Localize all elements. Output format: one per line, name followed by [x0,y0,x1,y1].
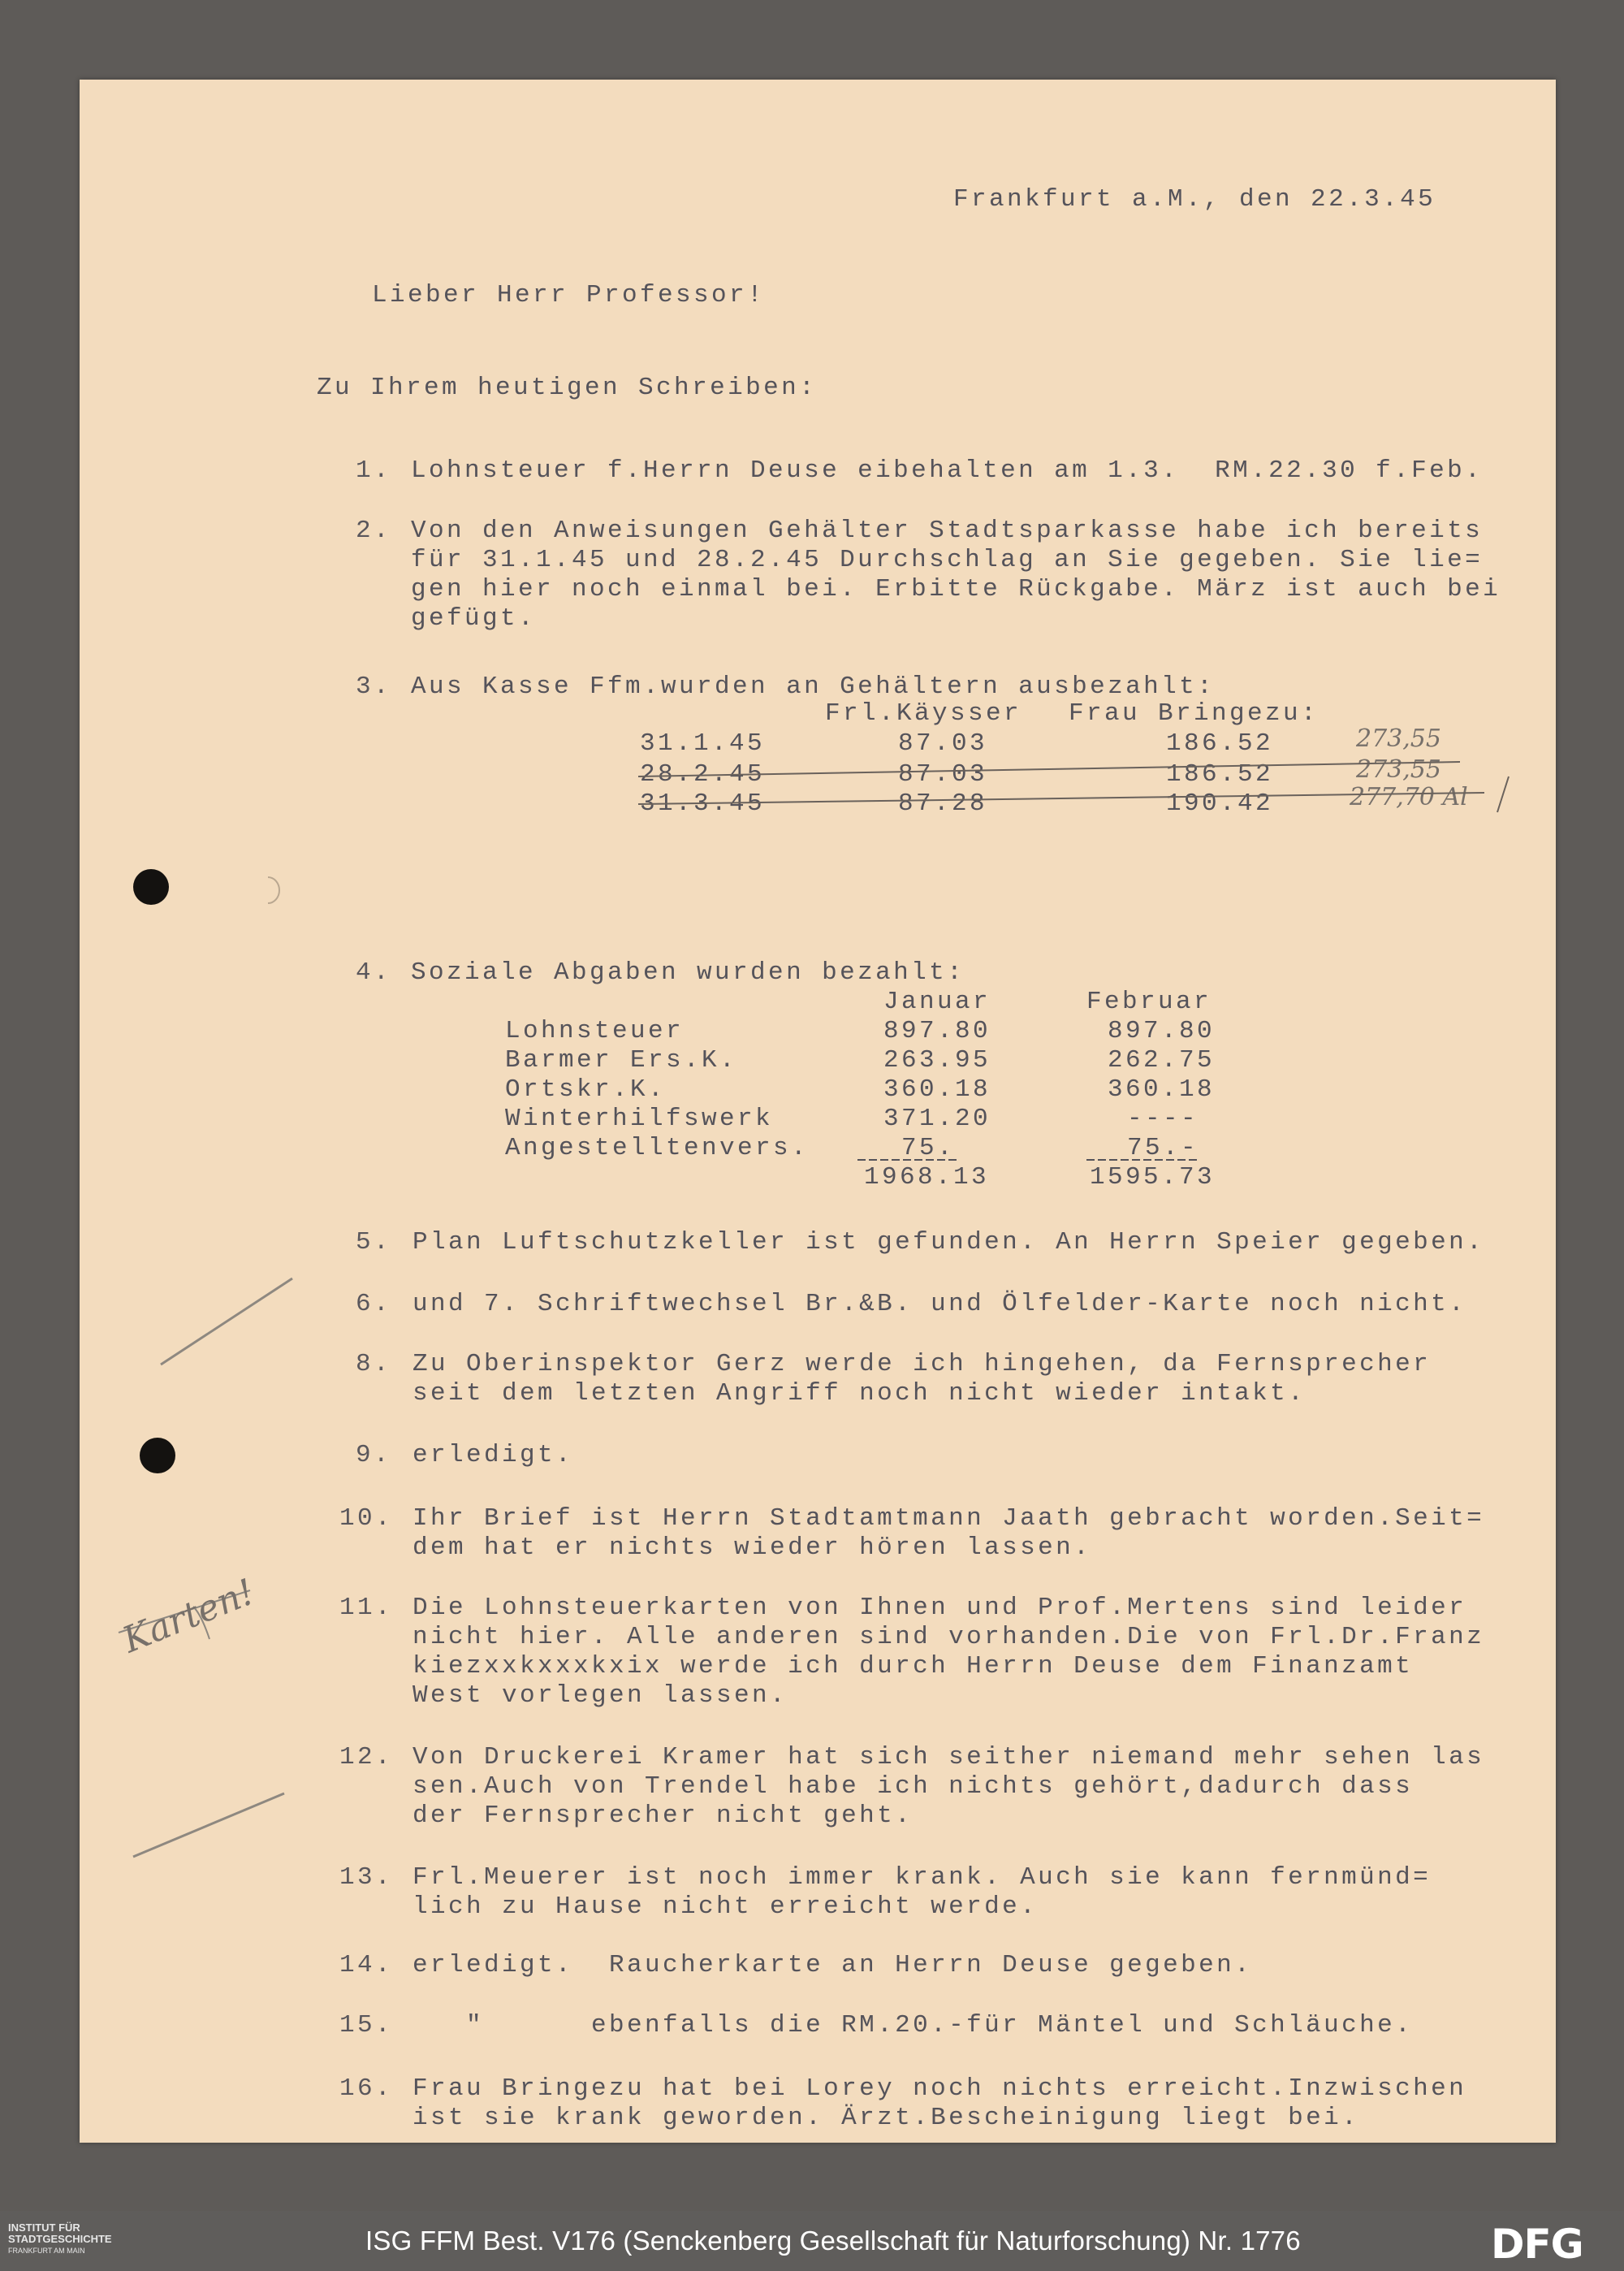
salary-bringezu: 186.52 [1166,729,1274,758]
item-number: 1. [356,456,392,485]
salary-bringezu: 190.42 [1166,789,1274,818]
item-8-line-1: Zu Oberinspektor Gerz werde ich hingehen, da Fernsprecher [412,1350,1432,1378]
item-number: 3. [356,673,392,701]
item-9-line-1: erledigt. [412,1441,574,1469]
item-11-line-1: Die Lohnsteuerkarten von Ihnen und Prof.Mertens sind leider [412,1594,1467,1622]
item-12-line-1: Von Druckerei Kramer hat sich seither niemand mehr sehen las [412,1743,1485,1771]
salary-handwritten-total: 273,55 [1356,725,1441,753]
punch-hole [133,869,169,905]
item-4-line-1: Soziale Abgaben wurden bezahlt: [411,958,965,987]
social-total-feb: 1595.73 [1090,1163,1216,1192]
pencil-stroke [161,1278,292,1365]
dfg-logo: DFG [1491,2221,1583,2268]
item-number: 12. [339,1743,394,1771]
item-number: 15. [339,2011,394,2040]
letter-page [80,80,1556,2143]
pen-tick [1497,776,1509,812]
item-2-line-3: gen hier noch einmal bei. Erbitte Rückgabe. März ist auch bei [411,575,1501,603]
social-feb: 897.80 [1108,1017,1216,1045]
social-label: Barmer Ers.K. [505,1046,738,1075]
item-10-line-2: dem hat er nichts wieder hören lassen. [412,1533,1092,1562]
salutation: Lieber Herr Professor! [372,281,766,309]
pen-marks [80,80,1556,2143]
letter-date: Frankfurt a.M., den 22.3.45 [953,185,1436,214]
salary-handwritten-total: 273,55 [1356,755,1441,784]
item-number: 5. [356,1228,392,1257]
social-jan: 897.80 [883,1017,991,1045]
social-feb: 75.- [1127,1134,1199,1162]
strike-line [638,762,1460,776]
item-number: 13. [339,1863,394,1892]
institution-line: FRANKFURT AM MAIN [8,2247,85,2255]
margin-note: Karten! [117,1571,261,1662]
salary-kaysser: 87.03 [898,760,988,789]
item-number: 4. [356,958,392,987]
item-16-line-2: ist sie krank geworden. Ärzt.Bescheinigung liegt bei. [412,2104,1360,2132]
item-2-line-4: gefügt. [411,604,537,633]
salary-kaysser: 87.03 [898,729,988,758]
social-total-jan: 1968.13 [864,1163,990,1192]
item-2-line-1: Von den Anweisungen Gehälter Stadtsparkasse habe ich bereits [411,517,1484,545]
archive-caption: ISG FFM Best. V176 (Senckenberg Gesellschaft für Naturforschung) Nr. 1776 [365,2226,1301,2256]
item-number: 14. [339,1951,394,1979]
social-label: Lohnsteuer [505,1017,685,1045]
institution-line: INSTITUT FÜR [8,2221,80,2234]
social-jan: 263.95 [883,1046,991,1075]
social-label: Winterhilfswerk [505,1105,774,1133]
salary-date: 31.1.45 [640,729,766,758]
institution-logo [8,2222,112,2256]
item-11-line-4: West vorlegen lassen. [412,1681,788,1710]
salary-bringezu: 186.52 [1166,760,1274,789]
item-number: 10. [339,1504,394,1533]
archive-footer [0,2211,1624,2271]
punch-hole [140,1438,175,1473]
reference-line: Zu Ihrem heutigen Schreiben: [317,374,818,402]
item-8-line-2: seit dem letzten Angriff noch nicht wieder intakt. [412,1379,1307,1408]
salary-header-bringezu: Frau Bringezu: [1069,699,1320,728]
item-number: 11. [339,1594,394,1622]
item-10-line-1: Ihr Brief ist Herrn Stadtamtmann Jaath gebracht worden.Seit= [412,1504,1485,1533]
item-16-line-1: Frau Bringezu hat bei Lorey noch nichts erreicht.Inzwischen [412,2074,1467,2103]
pencil-stroke [133,1793,284,1857]
social-jan: 360.18 [883,1075,991,1104]
salary-date: 31.3.45 [640,789,766,818]
item-3-line-1: Aus Kasse Ffm.wurden an Gehältern ausbezahlt: [411,673,1216,701]
item-12-line-2: sen.Auch von Trendel habe ich nichts gehört,dadurch dass [412,1772,1414,1801]
faint-mark [268,877,279,903]
social-jan: 371.20 [883,1105,991,1133]
social-feb: 360.18 [1108,1075,1216,1104]
item-5-line-1: Plan Luftschutzkeller ist gefunden. An Herrn Speier gegeben. [412,1228,1485,1257]
item-15-line-1: " ebenfalls die RM.20.-für Mäntel und Schläuche. [412,2011,1414,2040]
social-header-feb: Februar [1086,988,1212,1016]
salary-handwritten-total: 277,70 Al [1350,783,1468,811]
item-13-line-1: Frl.Meuerer ist noch immer krank. Auch sie kann fernmünd= [412,1863,1432,1892]
salary-date: 28.2.45 [640,760,766,789]
item-1-line-1: Lohnsteuer f.Herrn Deuse eibehalten am 1.3. RM.22.30 f.Feb. [411,456,1484,485]
social-header-jan: Januar [883,988,991,1016]
social-label: Angestelltenvers. [505,1134,810,1162]
item-number: 2. [356,517,392,545]
item-12-line-3: der Fernsprecher nicht geht. [412,1802,914,1830]
item-11-line-2: nicht hier. Alle anderen sind vorhanden.Die von Frl.Dr.Franz [412,1623,1485,1651]
item-number: 16. [339,2074,394,2103]
item-number: 8. [356,1350,392,1378]
item-14-line-1: erledigt. Raucherkarte an Herrn Deuse gegeben. [412,1951,1253,1979]
item-number: 6. [356,1290,392,1318]
social-feb: ---- [1127,1105,1199,1133]
salary-kaysser: 87.28 [898,789,988,818]
item-number: 9. [356,1441,392,1469]
item-13-line-2: lich zu Hause nicht erreicht werde. [412,1892,1039,1921]
social-jan: 75. [901,1134,956,1162]
strike-line [638,793,1484,804]
social-feb: 262.75 [1108,1046,1216,1075]
item-2-line-2: für 31.1.45 und 28.2.45 Durchschlag an Sie gegeben. Sie lie= [411,546,1484,574]
institution-line: STADTGESCHICHTE [8,2233,112,2245]
item-6-line-1: und 7. Schriftwechsel Br.&B. und Ölfelder-Karte noch nicht. [412,1290,1467,1318]
salary-header-kaysser: Frl.Käysser [825,699,1022,728]
social-label: Ortskr.K. [505,1075,667,1104]
item-11-line-3: kiezxxkxxxkxix werde ich durch Herrn Deuse dem Finanzamt [412,1652,1414,1681]
